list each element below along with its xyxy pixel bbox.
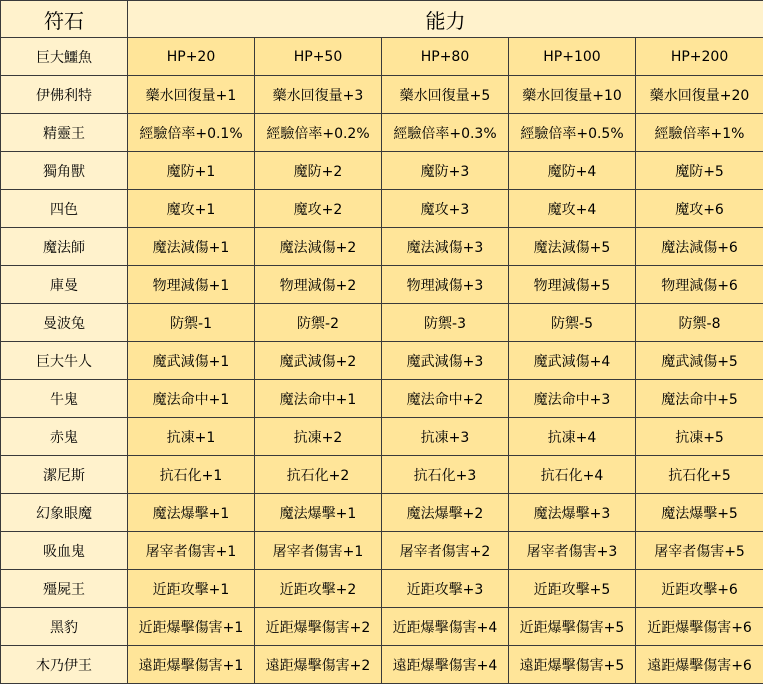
ability-value-cell: 魔防+2 — [255, 152, 382, 190]
table-row — [1, 228, 763, 266]
table-row — [1, 380, 763, 418]
ability-value-cell: 魔防+1 — [128, 152, 255, 190]
ability-value-cell: 近距爆擊傷害+4 — [382, 608, 509, 646]
rune-name-cell: 曼波兔 — [1, 304, 128, 342]
table-row — [1, 190, 763, 228]
ability-value-cell: 近距爆擊傷害+5 — [509, 608, 636, 646]
ability-value-cell: 物理減傷+1 — [128, 266, 255, 304]
ability-value-cell: 藥水回復量+5 — [382, 76, 509, 114]
ability-value-cell: 近距攻擊+2 — [255, 570, 382, 608]
ability-value-cell: HP+50 — [255, 38, 382, 76]
rune-name-cell: 魔法師 — [1, 228, 128, 266]
rune-name-cell: 庫曼 — [1, 266, 128, 304]
ability-value-cell: 近距爆擊傷害+6 — [636, 608, 763, 646]
ability-value-cell: 魔法減傷+3 — [382, 228, 509, 266]
ability-value-cell: 抗石化+1 — [128, 456, 255, 494]
ability-value-cell: 魔法減傷+6 — [636, 228, 763, 266]
table-row — [1, 342, 763, 380]
ability-value-cell: 魔武減傷+3 — [382, 342, 509, 380]
ability-value-cell: 屠宰者傷害+1 — [255, 532, 382, 570]
ability-value-cell: 藥水回復量+20 — [636, 76, 763, 114]
ability-value-cell: 屠宰者傷害+1 — [128, 532, 255, 570]
ability-value-cell: 藥水回復量+3 — [255, 76, 382, 114]
ability-value-cell: 近距爆擊傷害+1 — [128, 608, 255, 646]
ability-value-cell: 經驗倍率+0.2% — [255, 114, 382, 152]
ability-value-cell: 魔法命中+1 — [255, 380, 382, 418]
table-row — [1, 646, 763, 684]
ability-value-cell: 防禦-5 — [509, 304, 636, 342]
ability-value-cell: 魔法爆擊+1 — [128, 494, 255, 532]
ability-value-cell: 魔法命中+1 — [128, 380, 255, 418]
ability-value-cell: HP+20 — [128, 38, 255, 76]
ability-value-cell: 遠距爆擊傷害+4 — [382, 646, 509, 684]
ability-value-cell: 抗凍+3 — [382, 418, 509, 456]
ability-value-cell: 近距攻擊+1 — [128, 570, 255, 608]
ability-value-cell: 防禦-3 — [382, 304, 509, 342]
header-rune: 符石 — [1, 1, 128, 38]
ability-value-cell: 近距攻擊+5 — [509, 570, 636, 608]
ability-value-cell: 魔攻+1 — [128, 190, 255, 228]
ability-value-cell: 抗凍+5 — [636, 418, 763, 456]
ability-value-cell: 魔武減傷+5 — [636, 342, 763, 380]
ability-value-cell: 魔法爆擊+2 — [382, 494, 509, 532]
ability-value-cell: 魔法減傷+1 — [128, 228, 255, 266]
ability-value-cell: 物理減傷+2 — [255, 266, 382, 304]
table-row — [1, 152, 763, 190]
table-row — [1, 76, 763, 114]
ability-value-cell: 抗凍+1 — [128, 418, 255, 456]
table-row — [1, 114, 763, 152]
rune-name-cell: 獨角獸 — [1, 152, 128, 190]
ability-value-cell: 抗石化+4 — [509, 456, 636, 494]
ability-value-cell: 魔法爆擊+5 — [636, 494, 763, 532]
table-row — [1, 494, 763, 532]
table-row — [1, 418, 763, 456]
ability-value-cell: 魔攻+4 — [509, 190, 636, 228]
ability-value-cell: 經驗倍率+0.3% — [382, 114, 509, 152]
ability-value-cell: 魔防+3 — [382, 152, 509, 190]
ability-value-cell: 魔法命中+2 — [382, 380, 509, 418]
table-row — [1, 456, 763, 494]
rune-name-cell: 潔尼斯 — [1, 456, 128, 494]
rune-name-cell: 伊佛利特 — [1, 76, 128, 114]
ability-value-cell: 魔攻+6 — [636, 190, 763, 228]
ability-value-cell: 物理減傷+6 — [636, 266, 763, 304]
table-header — [1, 1, 763, 38]
rune-name-cell: 木乃伊王 — [1, 646, 128, 684]
header-row — [1, 1, 763, 38]
ability-value-cell: HP+100 — [509, 38, 636, 76]
ability-value-cell: 物理減傷+5 — [509, 266, 636, 304]
table-row — [1, 532, 763, 570]
ability-value-cell: 經驗倍率+0.5% — [509, 114, 636, 152]
ability-value-cell: HP+200 — [636, 38, 763, 76]
ability-value-cell: 近距爆擊傷害+2 — [255, 608, 382, 646]
ability-value-cell: 物理減傷+3 — [382, 266, 509, 304]
rune-name-cell: 巨大牛人 — [1, 342, 128, 380]
rune-name-cell: 精靈王 — [1, 114, 128, 152]
table-row — [1, 608, 763, 646]
ability-value-cell: 屠宰者傷害+2 — [382, 532, 509, 570]
ability-value-cell: 防禦-8 — [636, 304, 763, 342]
ability-value-cell: 魔法命中+3 — [509, 380, 636, 418]
table-row — [1, 38, 763, 76]
ability-value-cell: 抗凍+4 — [509, 418, 636, 456]
ability-value-cell: 魔武減傷+2 — [255, 342, 382, 380]
rune-name-cell: 幻象眼魔 — [1, 494, 128, 532]
ability-value-cell: 魔武減傷+4 — [509, 342, 636, 380]
ability-value-cell: 魔攻+3 — [382, 190, 509, 228]
ability-value-cell: 遠距爆擊傷害+1 — [128, 646, 255, 684]
ability-value-cell: 屠宰者傷害+5 — [636, 532, 763, 570]
table-row — [1, 266, 763, 304]
ability-value-cell: 防禦-2 — [255, 304, 382, 342]
ability-value-cell: 魔防+5 — [636, 152, 763, 190]
rune-name-cell: 吸血鬼 — [1, 532, 128, 570]
ability-value-cell: 魔防+4 — [509, 152, 636, 190]
header-ability: 能力 — [128, 1, 763, 38]
ability-value-cell: 遠距爆擊傷害+2 — [255, 646, 382, 684]
ability-value-cell: 魔法爆擊+1 — [255, 494, 382, 532]
ability-value-cell: 藥水回復量+10 — [509, 76, 636, 114]
ability-value-cell: 遠距爆擊傷害+5 — [509, 646, 636, 684]
ability-value-cell: 藥水回復量+1 — [128, 76, 255, 114]
ability-value-cell: 經驗倍率+1% — [636, 114, 763, 152]
ability-value-cell: 近距攻擊+6 — [636, 570, 763, 608]
ability-value-cell: 經驗倍率+0.1% — [128, 114, 255, 152]
ability-value-cell: 防禦-1 — [128, 304, 255, 342]
rune-name-cell: 殭屍王 — [1, 570, 128, 608]
ability-value-cell: 魔攻+2 — [255, 190, 382, 228]
ability-value-cell: 魔法爆擊+3 — [509, 494, 636, 532]
table-row — [1, 304, 763, 342]
rune-name-cell: 赤鬼 — [1, 418, 128, 456]
ability-value-cell: 抗石化+5 — [636, 456, 763, 494]
ability-value-cell: 遠距爆擊傷害+6 — [636, 646, 763, 684]
rune-name-cell: 巨大鱷魚 — [1, 38, 128, 76]
rune-name-cell: 牛鬼 — [1, 380, 128, 418]
ability-value-cell: 抗石化+2 — [255, 456, 382, 494]
ability-value-cell: HP+80 — [382, 38, 509, 76]
ability-value-cell: 魔法減傷+2 — [255, 228, 382, 266]
ability-value-cell: 近距攻擊+3 — [382, 570, 509, 608]
ability-value-cell: 魔法命中+5 — [636, 380, 763, 418]
ability-value-cell: 抗石化+3 — [382, 456, 509, 494]
ability-value-cell: 屠宰者傷害+3 — [509, 532, 636, 570]
rune-name-cell: 黑豹 — [1, 608, 128, 646]
ability-value-cell: 抗凍+2 — [255, 418, 382, 456]
ability-value-cell: 魔法減傷+5 — [509, 228, 636, 266]
rune-name-cell: 四色 — [1, 190, 128, 228]
table-row — [1, 570, 763, 608]
table-body — [1, 38, 763, 684]
ability-value-cell: 魔武減傷+1 — [128, 342, 255, 380]
